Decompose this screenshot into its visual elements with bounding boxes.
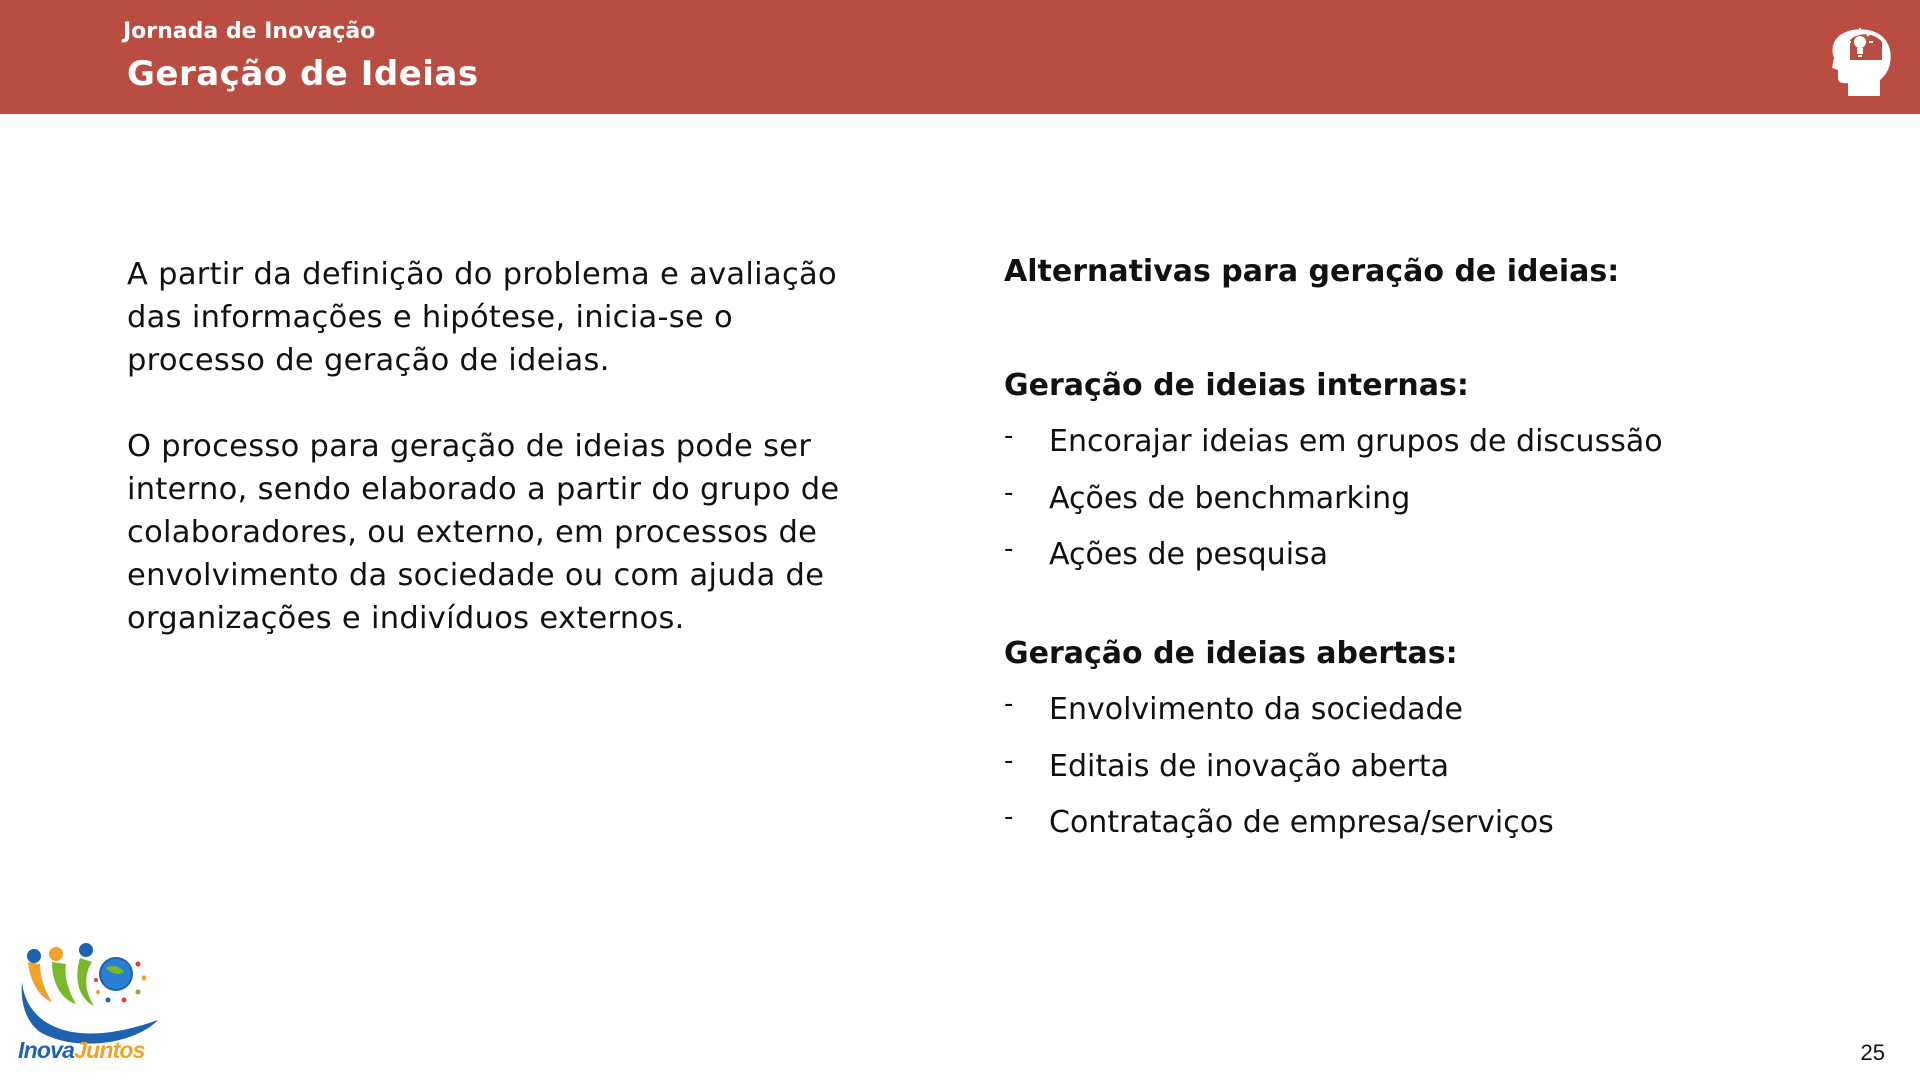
open-ideas-heading: Geração de ideias abertas: (1004, 636, 1458, 671)
list-item-text: Ações de benchmarking (1049, 480, 1411, 516)
logo-wordmark (18, 1037, 145, 1064)
list-item (1004, 745, 1864, 789)
open-ideas-list (1004, 688, 1864, 845)
intro-paragraph: A partir da definição do problema e avaliação das informações e hipótese, inicia-se o processo de geração de ideias. (127, 257, 837, 378)
bullet-dash: - (1004, 477, 1014, 508)
list-item-text: Encorajar ideias em grupos de discussão (1049, 424, 1663, 459)
bullet-dash: - (1004, 421, 1014, 451)
process-paragraph: O processo para geração de ideias pode ser interno, sendo elaborado a partir do grupo de colaboradores, ou externo, em processos de envolvimento da sociedade ou com ajuda de organizações e indivíduos externos. (127, 429, 840, 636)
bullet-dash: - (1004, 534, 1014, 564)
list-item-text: Editais de inovação aberta (1049, 748, 1449, 784)
list-item (1004, 688, 1864, 732)
list-item-text: Contratação de empresa/serviços (1049, 805, 1554, 840)
right-text-column (1004, 250, 1864, 858)
left-text-column (127, 253, 847, 640)
list-item (1004, 420, 1864, 464)
head-lightbulb-icon (1828, 18, 1894, 96)
internal-ideas-list (1004, 420, 1864, 577)
page-number: 25 (1860, 1040, 1885, 1065)
logo-text-inova: Inova (18, 1037, 75, 1063)
page-title: Geração de Ideias (127, 54, 479, 94)
header-bar (0, 0, 1920, 114)
logo-text-juntos: Juntos (74, 1037, 145, 1063)
list-item (1004, 533, 1864, 577)
bullet-dash: - (1004, 689, 1014, 719)
alternatives-heading: Alternativas para geração de ideias: (1004, 254, 1620, 289)
bullet-dash: - (1004, 802, 1014, 832)
list-item-text: Envolvimento da sociedade (1049, 692, 1464, 727)
internal-ideas-heading: Geração de ideias internas: (1004, 368, 1469, 403)
bullet-dash: - (1004, 745, 1014, 776)
list-item (1004, 801, 1864, 845)
list-item (1004, 477, 1864, 521)
list-item-text: Ações de pesquisa (1049, 537, 1329, 572)
header-subtitle: Jornada de Inovação (123, 19, 376, 44)
